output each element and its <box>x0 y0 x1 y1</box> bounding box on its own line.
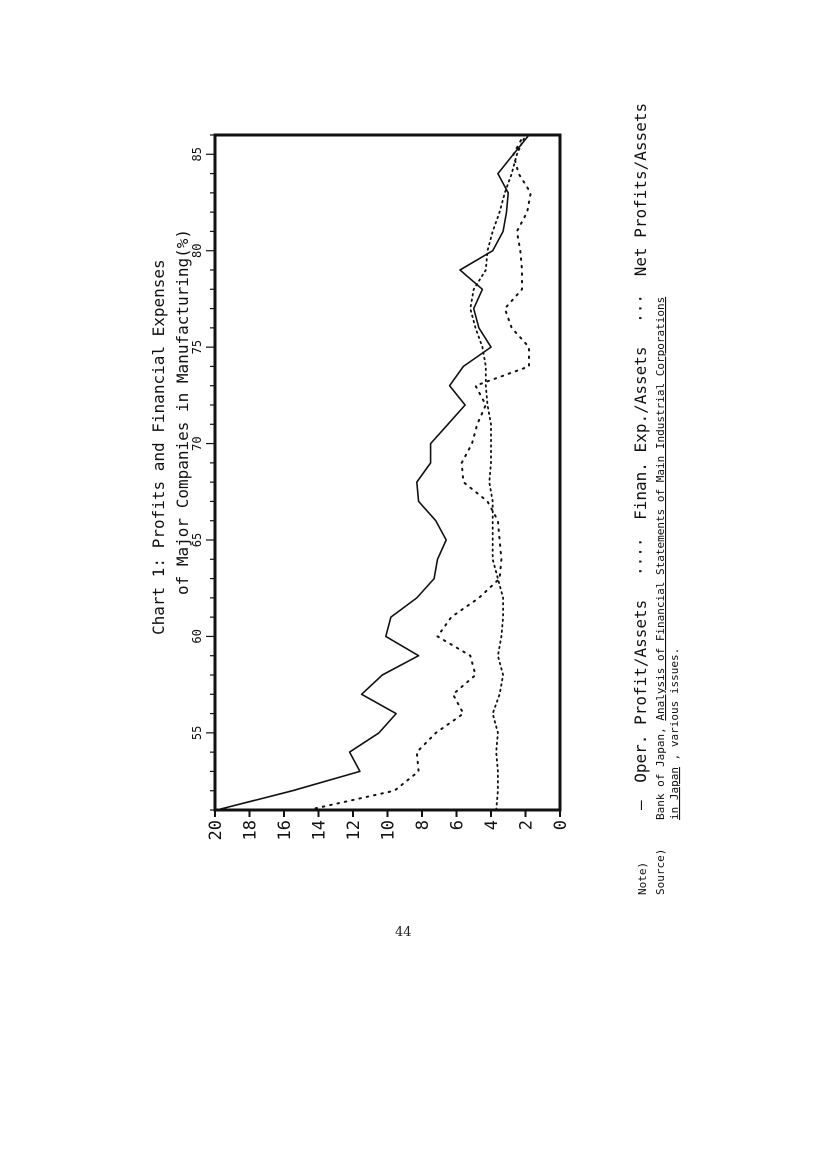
series-line-net-profits-assets <box>308 135 531 810</box>
x-tick-label: 65 <box>190 532 204 548</box>
legend-entry-finan-exp: Finan. Exp./Assets <box>631 346 650 520</box>
note-label: Note) <box>636 861 649 895</box>
y-tick-label: 10 <box>378 820 399 841</box>
y-tick-label: 8 <box>413 820 433 831</box>
y-tick-label: 18 <box>240 820 261 841</box>
source-label: Source) <box>654 848 667 895</box>
y-tick-label: 16 <box>275 820 295 841</box>
series-line-oper-profit-assets <box>217 135 529 810</box>
y-axis <box>206 810 571 840</box>
chart-title-line-2: of Major Companies in Manufacturing(%) <box>173 228 192 595</box>
source-part-1: Bank of Japan, <box>654 720 667 820</box>
legend <box>631 103 681 895</box>
legend-mark-dotted: ···· <box>631 537 650 577</box>
x-axis <box>190 135 215 810</box>
x-tick-label: 85 <box>190 147 204 162</box>
series-group <box>217 135 531 810</box>
y-tick-label: 14 <box>309 820 330 841</box>
source-line-1 <box>654 297 667 820</box>
x-tick-label: 75 <box>190 339 204 355</box>
y-tick-label: 20 <box>206 820 226 841</box>
source-part-2: , various issues. <box>668 647 681 761</box>
y-tick-label: 6 <box>447 820 468 831</box>
x-tick-label: 80 <box>190 243 204 258</box>
source-title-part-2: in Japan <box>668 767 681 820</box>
legend-row <box>631 103 650 810</box>
legend-mark-solid: — <box>631 800 650 810</box>
source-line-2 <box>668 648 681 820</box>
y-tick-label: 2 <box>516 820 537 831</box>
legend-entry-net-profits: Net Profits/Assets <box>631 102 650 277</box>
rotated-chart-group <box>149 103 681 895</box>
y-tick-label: 0 <box>551 820 571 831</box>
legend-mark-sparse: ··· <box>631 293 650 323</box>
y-tick-label: 12 <box>344 820 364 841</box>
x-tick-label: 60 <box>190 629 204 644</box>
chart-title-line-1: Chart 1: Profits and Financial Expenses <box>149 259 168 635</box>
x-tick-label: 55 <box>190 725 204 741</box>
y-tick-label: 4 <box>482 820 502 831</box>
source-title-part-1: Analysis of Financial Statements of Main Industrial Corporations <box>654 296 667 721</box>
page-number: 44 <box>395 925 412 940</box>
chart-title <box>149 229 192 635</box>
legend-entry-oper-profit: Oper. Profit/Assets <box>631 599 650 783</box>
x-tick-label: 70 <box>190 436 204 451</box>
